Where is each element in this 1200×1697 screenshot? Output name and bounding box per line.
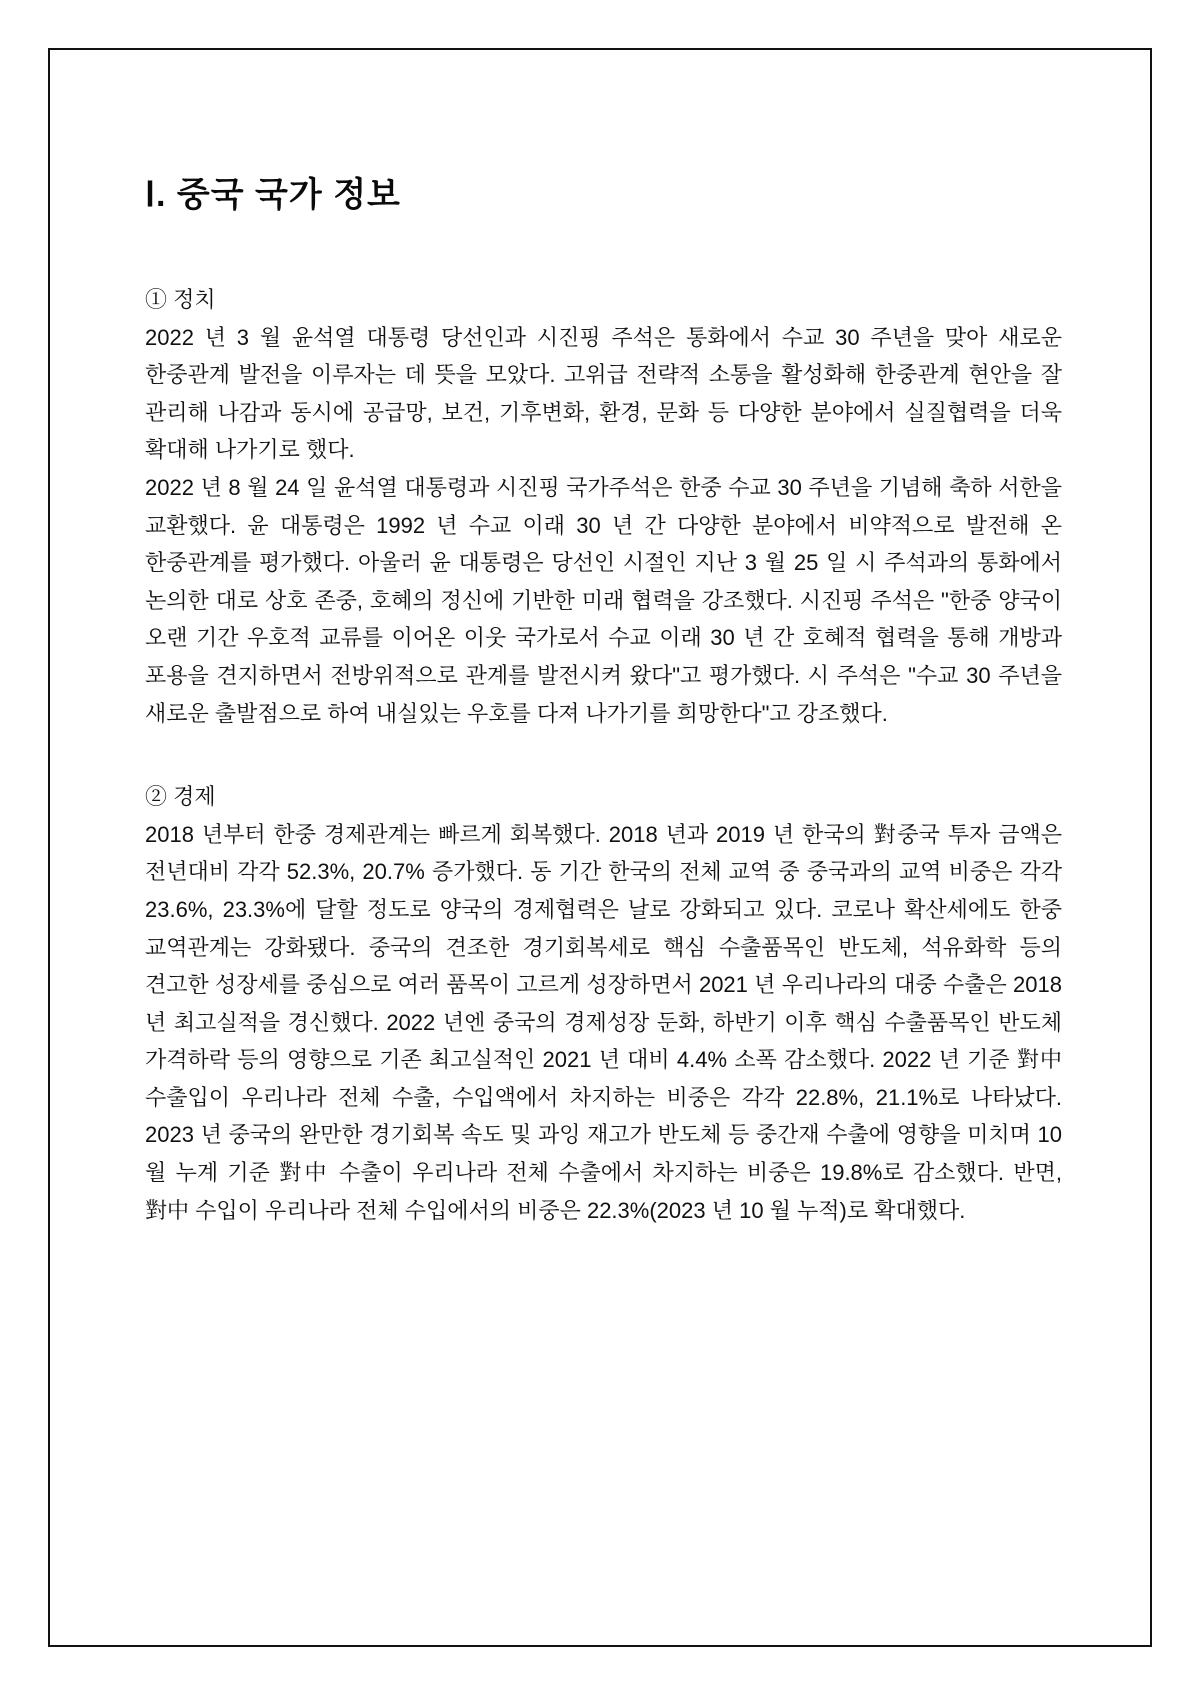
politics-paragraph-2: 2022 년 8 월 24 일 윤석열 대통령과 시진핑 국가주석은 한중 수교 30 주년을 기념해 축하 서한을 교환했다. 윤 대통령은 1992 년 수교 이래 30 년 간 다양한 분야에서 비약적으로 발전해 온 한중관계를 평가했다. 아울러 윤 대통령은 당선인 시절인 지난 3 월 25 일 시 주석과의 통화에서 논의한 대로 상호 존중, 호혜의 정신에 기반한 미래 협력을 강조했다. 시진핑 주석은 "한중 양국이 오랜 기간 우호적 교류를 이어온 이웃 국가로서 수교 이래 30 년 간 호혜적 협력을 통해 개방과 포용을 견지하면서 전방위적으로 관계를 발전시켜 왔다"고 평가했다. 시 주석은 "수교 30 주년을 새로운 출발점으로 하여 내실있는 우호를 다져 나가기를 희망한다"고 강조했다.	[145, 474, 1062, 726]
section-politics-heading: ① 정치	[145, 287, 216, 312]
section-economy-heading: ② 경제	[145, 784, 216, 810]
politics-paragraph-1: 2022 년 3 월 윤석열 대통령 당선인과 시진핑 주석은 통화에서 수교 30 주년을 맞아 새로운 한중관계 발전을 이루자는 데 뜻을 모았다. 고위급 전략적 소통을 활성화해 한중관계 현안을 잘 관리해 나감과 동시에 공급망, 보건, 기후변화, 환경, 문화 등 다양한 분야에서 실질협력을 더욱 확대해 나가기로 했다.	[145, 324, 1062, 463]
section-economy	[145, 778, 1062, 1229]
document-content	[145, 50, 1062, 1229]
section-politics	[145, 281, 1062, 732]
page-border	[48, 48, 1152, 1647]
economy-paragraph-1: 2018 년부터 한중 경제관계는 빠르게 회복했다. 2018 년과 2019 년 한국의 對중국 투자 금액은 전년대비 각각 52.3%, 20.7% 증가했다. 동 기간 한국의 전체 교역 중 중국과의 교역 비중은 각각 23.6%, 23.3%에 달할 정도로 양국의 경제협력은 날로 강화되고 있다. 코로나 확산세에도 한중 교역관계는 강화됐다. 중국의 견조한 경기회복세로 핵심 수출품목인 반도체, 석유화학 등의 견고한 성장세를 중심으로 여러 품목이 고르게 성장하면서 2021 년 우리나라의 대중 수출은 2018 년 최고실적을 경신했다. 2022 년엔 중국의 경제성장 둔화, 하반기 이후 핵심 수출품목인 반도체 가격하락 등의 영향으로 기존 최고실적인 2021 년 대비 4.4% 소폭 감소했다. 2022 년 기준 對中 수출입이 우리나라 전체 수출, 수입액에서 차지하는 비중은 각각 22.8%, 21.1%로 나타났다. 2023 년 중국의 완만한 경기회복 속도 및 과잉 재고가 반도체 등 중간재 수출에 영향을 미치며 10 월 누계 기준 對中 수출이 우리나라 전체 수출에서 차지하는 비중은 19.8%로 감소했다. 반면, 對中 수입이 우리나라 전체 수입에서의 비중은 22.3%(2023 년 10 월 누적)로 확대했다.	[145, 821, 1062, 1223]
page-title: Ⅰ. 중국 국가 정보	[145, 176, 401, 214]
